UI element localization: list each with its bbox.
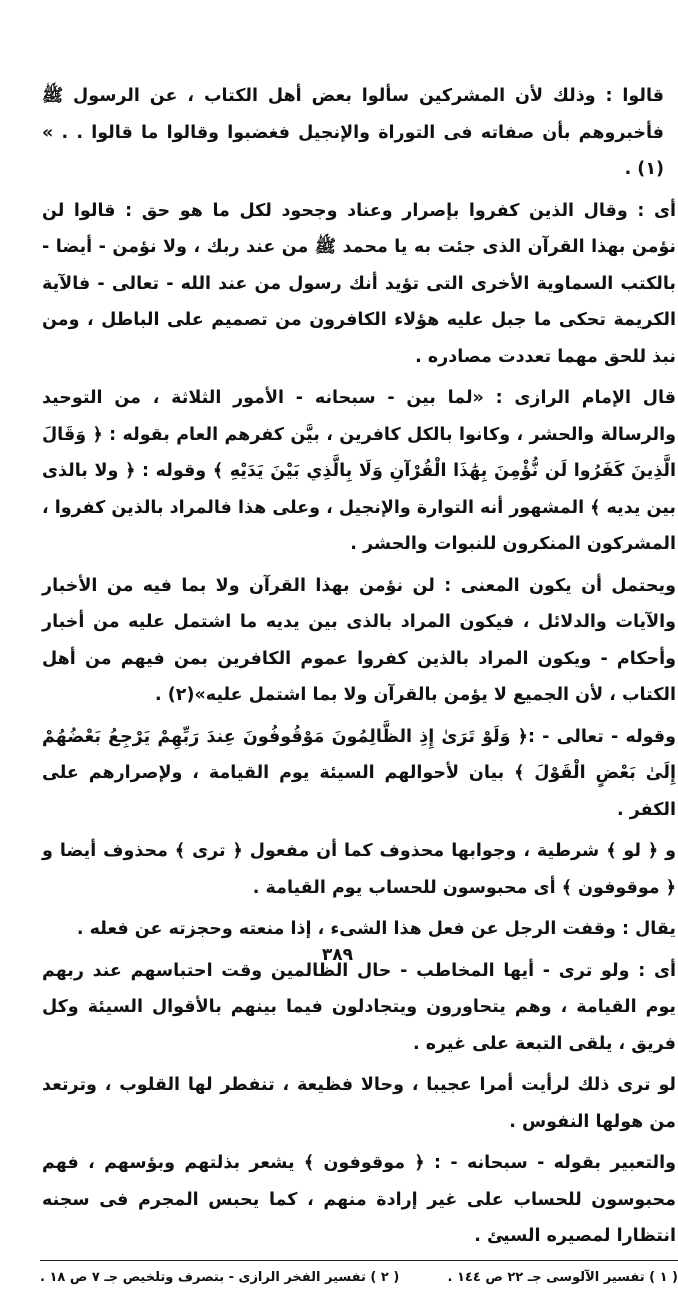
paragraph-8: أى : ولو ترى - أيها المخاطب - حال الظالمين وقت احتباسهم عند ربهم يوم القيامة ، وهم يتحاورون ويتجادلون فيما بينهم بالأقوال السيئة وكل فريق ، يلقى التبعة على غيره . [42,960,676,1054]
paragraph-10: والتعبير بقوله - سبحانه - : ﴿ موقوفون ﴾ يشعر بذلتهم وبؤسهم ، فهم محبوسون للحساب على غير إرادة منهم ، كما يحبس المجرم فى سجنه انتظارا لمصيره السيئ . [42,1153,676,1246]
footnotes [40,1267,678,1289]
footnote-1: ( ١ ) تفسير الآلوسى جـ ٢٢ ص ١٤٤ . [447,1269,678,1285]
paragraph-3: قال الإمام الرازى : «لما بين - سبحانه - الأمور الثلاثة ، من التوحيد والرسالة والحشر ، وكانوا بالكل كافرين ، بيَّن كفرهم العام بقوله : ﴿ وَقَالَ الَّذِينَ كَفَرُوا لَن نُّؤْمِنَ بِهَٰذَا الْقُرْآنِ وَلَا بِالَّذِي بَيْنَ يَدَيْهِ ﴾ وقوله : ﴿ ولا بالذى بين يديه ﴾ المشهور أنه التوارة والإنجيل ، وعلى هذا فالمراد بالذين كفروا ، المشركون المنكرون للنبوات والحشر . [42,388,676,554]
paragraph-2: أى : وقال الذين كفروا بإصرار وعناد وجحود لكل ما هو حق : قالوا لن نؤمن بهذا القرآن الذى جئت به يا محمد ﷺ من عند ربك ، ولا نؤمن - أيضا - بالكتب السماوية الأخرى التى تؤيد أنك رسول من عند الله - تعالى - فالآية الكريمة تحكى ما جبل عليه هؤلاء الكافرون من تصميم على الباطل ، ومن نبذ للحق مهما تعددت مصادره . [42,200,676,367]
paragraph-9: لو ترى ذلك لرأيت أمرا عجيبا ، وحالا فظيعة ، تنفطر لها القلوب ، وترتعد من هولها النفوس . [42,1075,676,1132]
paragraph-7: يقال : وقفت الرجل عن فعل هذا الشىء ، إذا منعته وحجزته عن فعله . [76,919,676,939]
paragraph-1: قالوا : وذلك لأن المشركين سألوا بعض أهل الكتاب ، عن الرسول ﷺ فأخبروهم بأن صفاته فى التوراة والإنجيل فغضبوا وقالوا ما قالوا . . » (١) . [42,86,664,179]
footnote-divider [40,1260,678,1261]
paragraph-6: و ﴿ لو ﴾ شرطية ، وجوابها محذوف كما أن مفعول ﴿ ترى ﴾ محذوف أيضا و ﴿ موقوفون ﴾ أى محبوسون للحساب يوم القيامة . [42,841,676,898]
paragraph-4: ويحتمل أن يكون المعنى : لن نؤمن بهذا القرآن ولا بما فيه من الأخبار والآيات والدلائل ، فيكون المراد بالذى بين يديه ما اشتمل عليه من أخبار وأحكام - ويكون المراد بالذين كفروا عموم الكافرين بمن فيهم من أهل الكتاب ، لأن الجميع لا يؤمن بالقرآن ولا بما اشتمل عليه»(٢) . [42,575,676,705]
book-page [40,78,678,1285]
page-number: ٣٨٩ [321,945,354,965]
footnote-2: ( ٢ ) تفسير الفخر الرازى - بتصرف وتلخيص جـ ٧ ص ١٨ . [40,1269,400,1285]
paragraph-5: وقوله - تعالى - :﴿ وَلَوْ تَرَىٰ إِذِ الظَّالِمُونَ مَوْقُوفُونَ عِندَ رَبِّهِمْ يَرْجِعُ بَعْضُهُمْ إِلَىٰ بَعْضٍ الْقَوْلَ ﴾ بيان لأحوالهم السيئة يوم القيامة ، ولإصرارهم على الكفر . [42,726,676,820]
